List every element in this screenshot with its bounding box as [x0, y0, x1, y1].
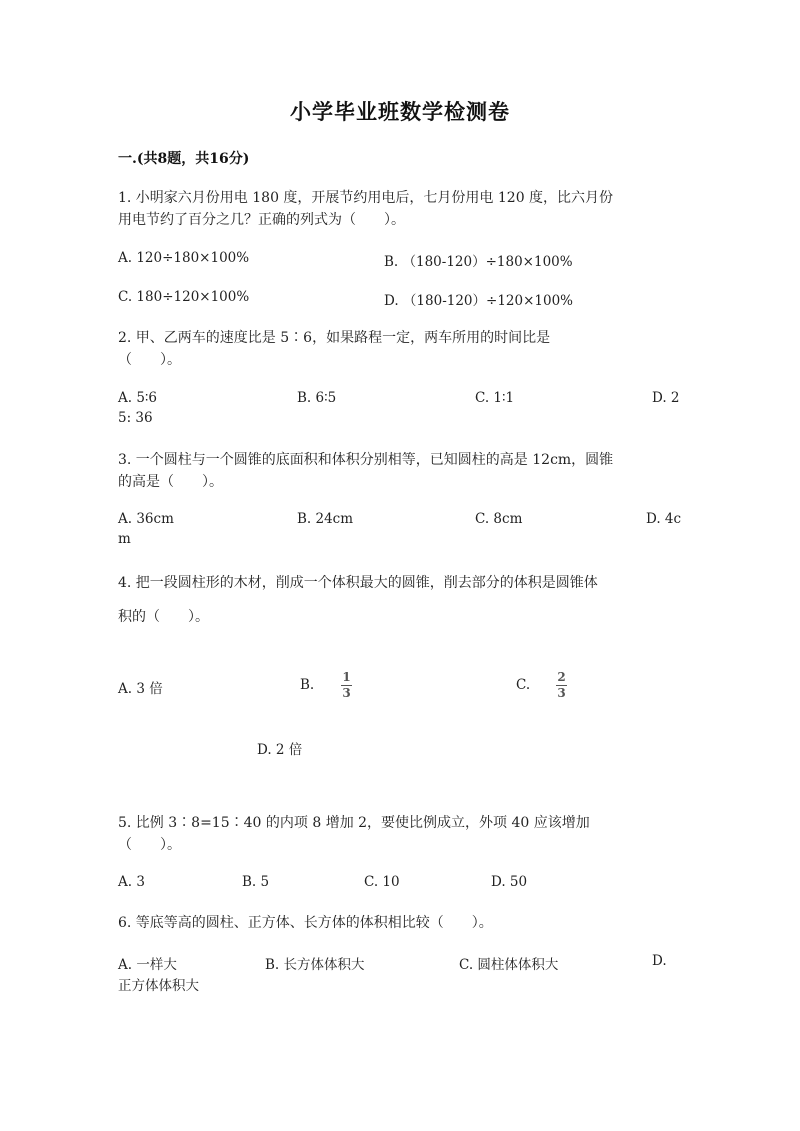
fraction-one-third — [341, 671, 352, 700]
question-6-option-c: C. 圆柱体体积大 — [459, 957, 559, 973]
question-2-option-a: A. 5∶6 — [118, 390, 158, 406]
question-2-option-d: D. 2 — [652, 390, 680, 406]
question-2-line-1: 2. 甲、乙两车的速度比是 5∶6，如果路程一定，两车所用的时间比是 — [118, 330, 551, 346]
question-6-line-1: 6. 等底等高的圆柱、正方体、长方体的体积相比较（ ）。 — [118, 915, 493, 931]
question-5-line-1: 5. 比例 3∶8=15∶40 的内项 8 增加 2，要使比例成立，外项 40 应该增加 — [118, 815, 590, 831]
question-3-option-d-wrap: m — [118, 531, 131, 547]
question-5-option-d: D. 50 — [491, 874, 528, 890]
page-title: 小学毕业班数学检测卷 — [290, 99, 510, 124]
fraction-denominator: 3 — [557, 686, 566, 700]
question-4-option-a: A. 3 倍 — [118, 681, 163, 697]
question-6-option-a: A. 一样大 — [118, 957, 177, 973]
question-3-option-b: B. 24cm — [297, 511, 354, 527]
question-3-line-2: 的高是（ ）。 — [118, 474, 223, 490]
question-6-option-b: B. 长方体体积大 — [265, 957, 365, 973]
question-2-option-c: C. 1∶1 — [475, 390, 515, 406]
question-4-line-2: 积的（ ）。 — [118, 609, 209, 625]
question-3-line-1: 3. 一个圆柱与一个圆锥的底面积和体积分别相等，已知圆柱的高是 12cm，圆锥 — [118, 452, 614, 468]
fraction-two-thirds — [556, 671, 567, 700]
fraction-numerator: 2 — [557, 670, 566, 684]
question-4-option-b: B. — [300, 677, 315, 693]
question-3-option-a: A. 36cm — [118, 511, 174, 527]
question-1-option-a: A. 120÷180×100% — [118, 250, 250, 266]
question-4-option-d: D. 2 倍 — [257, 742, 303, 758]
question-1-line-2: 用电节约了百分之几？正确的列式为（ ）。 — [118, 212, 405, 228]
question-2-option-b: B. 6∶5 — [297, 390, 337, 406]
question-3-option-c: C. 8cm — [475, 511, 523, 527]
question-1-option-c: C. 180÷120×100% — [118, 289, 250, 305]
question-1-line-1: 1. 小明家六月份用电 180 度，开展节约用电后，七月份用电 120 度，比六月份 — [118, 190, 614, 206]
question-1-option-d: D. （180-120）÷120×100% — [384, 293, 574, 309]
fraction-denominator: 3 — [342, 686, 351, 700]
question-6-option-d-wrap: 正方体体积大 — [118, 978, 199, 994]
question-4-option-c: C. — [516, 677, 531, 693]
question-6-option-d: D. — [652, 953, 667, 969]
question-2-line-2: （ ）。 — [118, 352, 181, 368]
question-5-option-c: C. 10 — [364, 874, 400, 890]
question-5-line-2: （ ）。 — [118, 837, 181, 853]
question-5-option-a: A. 3 — [118, 874, 145, 890]
question-2-option-d-wrap: 5: 36 — [118, 410, 153, 426]
section-heading: 一.(共8题，共16分) — [118, 151, 250, 167]
question-1-option-b: B. （180-120）÷180×100% — [384, 254, 573, 270]
question-3-option-d: D. 4c — [646, 511, 682, 527]
fraction-numerator: 1 — [342, 670, 351, 684]
question-4-line-1: 4. 把一段圆柱形的木材，削成一个体积最大的圆锥，削去部分的体积是圆锥体 — [118, 575, 598, 591]
question-5-option-b: B. 5 — [242, 874, 270, 890]
